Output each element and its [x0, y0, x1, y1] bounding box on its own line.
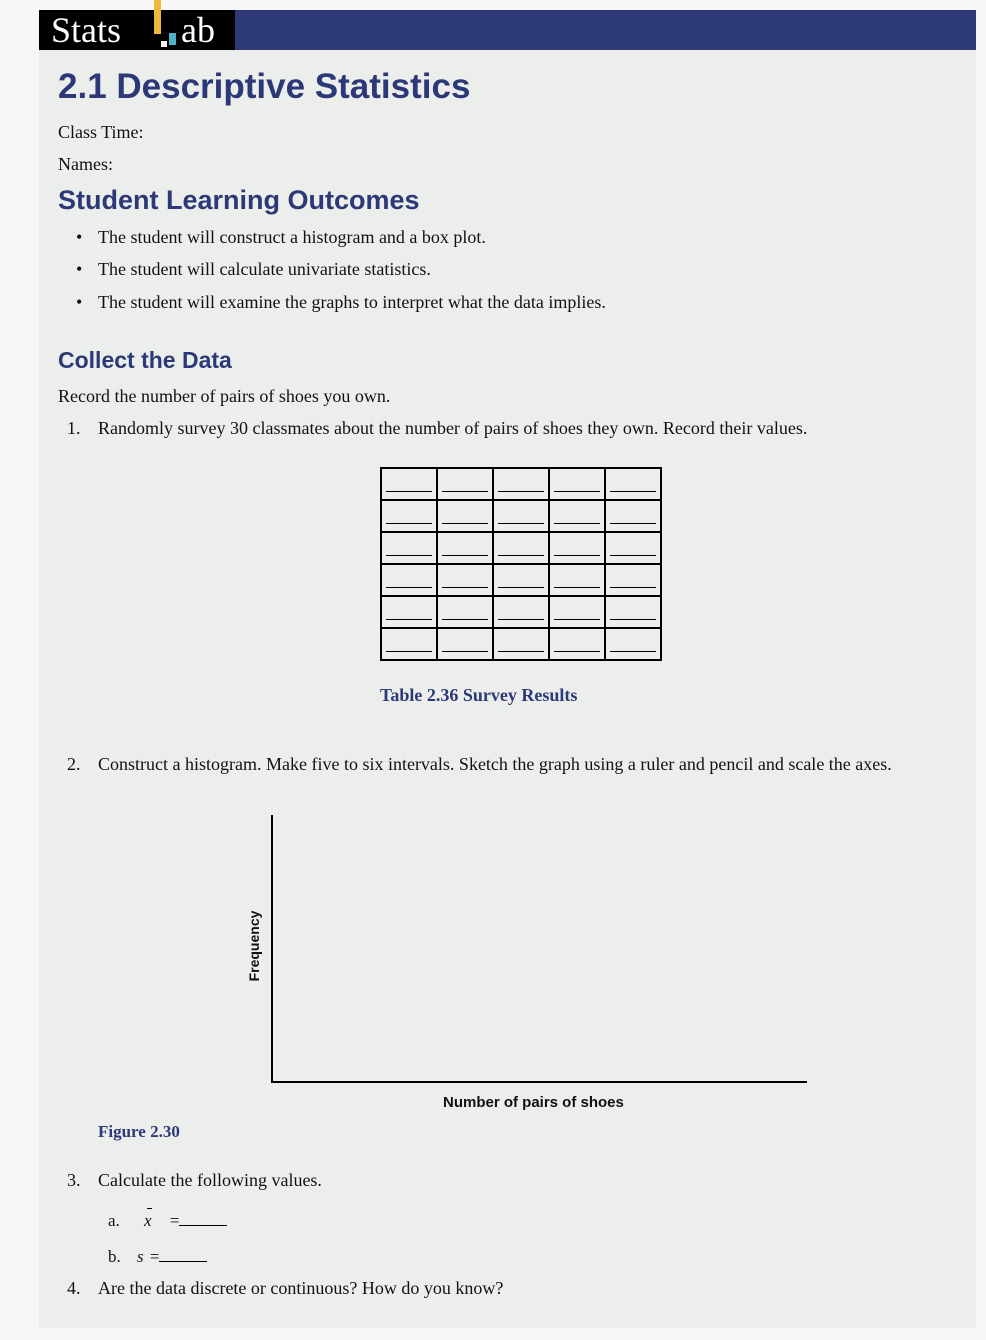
mean-answer-row — [108, 1211, 227, 1231]
outcome-item: The student will calculate univariate statistics. — [98, 259, 431, 279]
survey-cell-blank[interactable] — [381, 500, 437, 532]
page — [39, 10, 976, 1328]
bullet-icon: • — [76, 292, 83, 312]
survey-cell-blank[interactable] — [549, 596, 605, 628]
survey-cell-blank[interactable] — [605, 596, 661, 628]
sub-letter: b. — [108, 1247, 121, 1266]
survey-cell-blank[interactable] — [605, 532, 661, 564]
survey-cell-blank[interactable] — [549, 564, 605, 596]
y-axis — [271, 815, 273, 1082]
sd-answer-blank[interactable] — [159, 1261, 207, 1262]
step-number: 4. — [67, 1278, 81, 1298]
logo-word-ab: ab — [181, 10, 215, 50]
survey-cell-blank[interactable] — [493, 596, 549, 628]
survey-cell-blank[interactable] — [549, 500, 605, 532]
sd-symbol: s — [137, 1247, 144, 1266]
survey-results-table — [380, 467, 662, 661]
survey-cell-blank[interactable] — [381, 564, 437, 596]
survey-cell-blank[interactable] — [437, 468, 493, 500]
outcomes-heading: Student Learning Outcomes — [58, 185, 420, 215]
survey-cell-blank[interactable] — [381, 468, 437, 500]
table-caption: Table 2.36 Survey Results — [380, 685, 578, 705]
survey-cell-blank[interactable] — [493, 564, 549, 596]
collect-intro: Record the number of pairs of shoes you own. — [58, 386, 391, 406]
step3-text: Calculate the following values. — [98, 1170, 322, 1190]
logo-bar-gold — [154, 0, 161, 34]
survey-cell-blank[interactable] — [437, 628, 493, 660]
logo-word-stats: Stats — [51, 10, 122, 50]
logo-bar-white — [161, 41, 167, 47]
outcome-item: The student will construct a histogram and a box plot. — [98, 227, 486, 247]
outcome-item: The student will examine the graphs to interpret what the data implies. — [98, 292, 606, 312]
survey-cell-blank[interactable] — [549, 628, 605, 660]
page-title: 2.1 Descriptive Statistics — [58, 67, 471, 106]
survey-cell-blank[interactable] — [381, 532, 437, 564]
table-row — [381, 564, 661, 596]
survey-cell-blank[interactable] — [605, 628, 661, 660]
table-row — [381, 500, 661, 532]
survey-cell-blank[interactable] — [493, 468, 549, 500]
survey-cell-blank[interactable] — [605, 500, 661, 532]
table-row — [381, 596, 661, 628]
survey-cell-blank[interactable] — [437, 532, 493, 564]
step1-text: Randomly survey 30 classmates about the number of pairs of shoes they own. Record their values. — [98, 418, 808, 438]
stats-lab-logo — [39, 10, 235, 50]
table-row — [381, 468, 661, 500]
survey-cell-blank[interactable] — [493, 500, 549, 532]
x-axis — [271, 1081, 807, 1083]
mean-symbol: x — [144, 1211, 152, 1230]
survey-cell-blank[interactable] — [549, 532, 605, 564]
step-number: 1. — [67, 418, 81, 438]
table-row — [381, 532, 661, 564]
survey-cell-blank[interactable] — [437, 564, 493, 596]
survey-cell-blank[interactable] — [605, 564, 661, 596]
equals-sign: = — [169, 1211, 180, 1230]
survey-cell-blank[interactable] — [437, 596, 493, 628]
survey-cell-blank[interactable] — [437, 500, 493, 532]
survey-cell-blank[interactable] — [381, 628, 437, 660]
survey-cell-blank[interactable] — [493, 628, 549, 660]
survey-cell-blank[interactable] — [493, 532, 549, 564]
bullet-icon: • — [76, 227, 83, 247]
mean-answer-blank[interactable] — [179, 1225, 227, 1226]
survey-cell-blank[interactable] — [549, 468, 605, 500]
step-number: 2. — [67, 754, 81, 774]
sd-answer-row — [108, 1247, 207, 1267]
equals-sign: = — [149, 1247, 160, 1266]
bullet-icon: • — [76, 259, 83, 279]
sub-letter: a. — [108, 1211, 120, 1230]
class-time-label: Class Time: — [58, 122, 144, 142]
survey-cell-blank[interactable] — [605, 468, 661, 500]
step4-text: Are the data discrete or continuous? How do you know? — [98, 1278, 504, 1298]
collect-heading: Collect the Data — [58, 347, 232, 373]
step2-text: Construct a histogram. Make five to six intervals. Sketch the graph using a ruler and pencil and scale the axes. — [98, 754, 892, 774]
logo-bar-teal — [169, 33, 176, 45]
survey-cell-blank[interactable] — [381, 596, 437, 628]
step-number: 3. — [67, 1170, 81, 1190]
table-row — [381, 628, 661, 660]
x-axis-label: Number of pairs of shoes — [443, 1094, 624, 1111]
names-label: Names: — [58, 154, 113, 174]
y-axis-label: Frequency — [246, 910, 262, 982]
header-bar — [39, 10, 976, 50]
figure-caption: Figure 2.30 — [98, 1122, 180, 1141]
